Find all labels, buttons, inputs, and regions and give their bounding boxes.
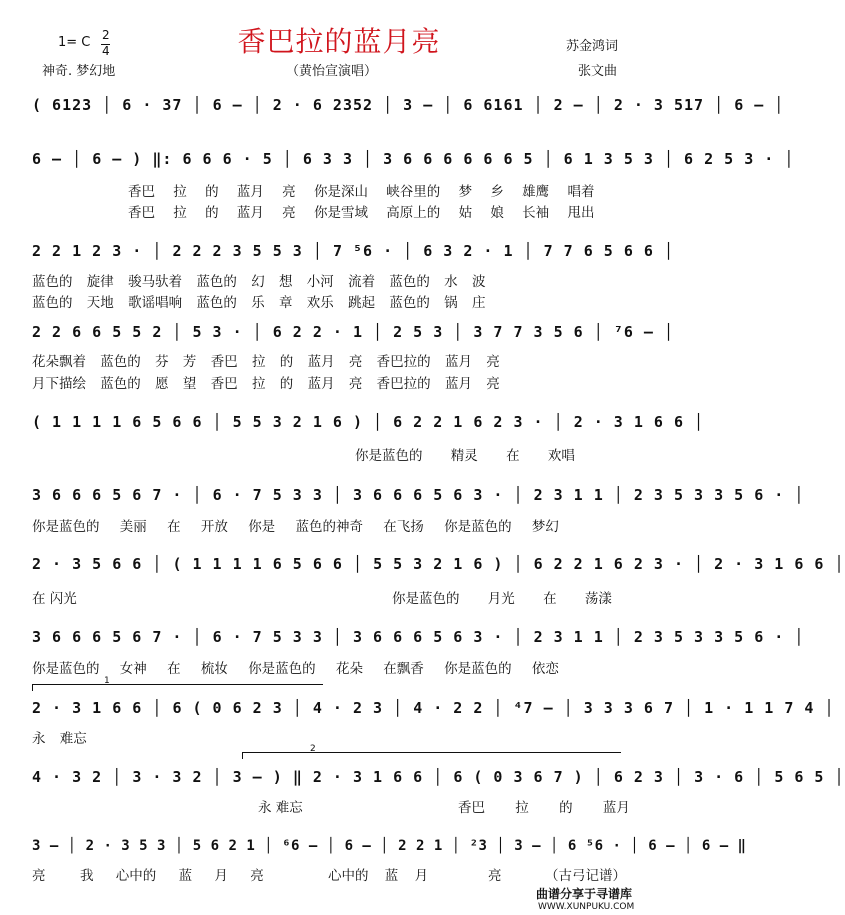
site-name: 曲谱分享于寻谱库 xyxy=(536,887,633,901)
lyric-line: 亮 xyxy=(32,868,46,884)
composer: 张文曲 xyxy=(578,64,618,79)
measure: 2 2 1 xyxy=(398,838,443,854)
measure: 6 6161 xyxy=(463,96,524,114)
measure: 3 7 7 3 5 6 xyxy=(473,323,584,341)
measure: 4 · 3 2 xyxy=(32,768,103,786)
notation-row: 4 · 3 2 │ 3 · 3 2 │ 3 – ) ‖ 2 · 3 1 6 6 │ 6 ( 0 3 6 7 ) │ 6 2 3 │ 3 · 6 │ 5 6 5 │ xyxy=(32,768,845,786)
measure: 3 · 3 2 xyxy=(132,768,203,786)
measure: 6 – xyxy=(734,96,765,114)
volta-bracket xyxy=(242,752,621,759)
lyric-line: 蓝色的 天地 歌谣唱响 蓝色的 乐 章 欢乐 跳起 蓝色的 锅 庄 xyxy=(32,295,486,311)
measure: 2 3 1 1 xyxy=(533,486,604,504)
lyric-line: 花朵飘着 蓝色的 芬 芳 香巴 拉 的 蓝月 亮 香巴拉的 蓝月 亮 xyxy=(32,354,500,370)
notation-row: ( 1 1 1 1 6 5 6 6 │ 5 5 3 2 1 6 ) │ 6 2 2 1 6 2 3 · │ 2 · 3 1 6 6 │ xyxy=(32,413,705,431)
measure: 3 6 6 6 5 6 3 · xyxy=(353,486,504,504)
measure: 6 · 37 xyxy=(122,96,183,114)
measure: 6 – xyxy=(32,150,63,168)
measure: 6 – xyxy=(344,838,372,854)
lyricist: 苏金鸿词 xyxy=(566,39,619,54)
measure: 7 ⁵6 · xyxy=(332,242,394,260)
measure: ⁴7 – xyxy=(513,699,554,717)
measure: 5 3 · xyxy=(192,323,243,341)
measure: 6 2 2 · 1 xyxy=(272,323,364,341)
measure: 6 1 3 5 3 xyxy=(563,150,654,168)
measure: 3 · 6 xyxy=(694,768,745,786)
lyric-line: 你是蓝色的 女神 在 梳妆 你是蓝色的 花朵 在飘香 你是蓝色的 依恋 xyxy=(32,661,559,677)
transcriber-note: （古弓记谱） xyxy=(545,868,626,884)
notation-row: 3 – │ 2 · 3 5 3 │ 5 6 2 1 │ ⁶6 – │ 6 – │ 2 2 1 │ ²3 │ 3 – │ 6 ⁵6 · │ 6 – │ 6 – ‖ xyxy=(32,838,747,854)
tempo-style: 神奇. 梦幻地 xyxy=(42,64,116,79)
measure: 2 3 1 1 xyxy=(533,628,604,646)
notation-row: 3 6 6 6 5 6 7 · │ 6 · 7 5 3 3 │ 3 6 6 6 5 6 3 · │ 2 3 1 1 │ 2 3 5 3 3 5 6 · │ xyxy=(32,628,805,646)
lyric-line: 我 心中的 蓝 月 亮 xyxy=(80,868,264,884)
measure: 2 2 2 3 5 5 3 xyxy=(172,242,303,260)
measure: 6 · 7 5 3 3 xyxy=(212,486,323,504)
notation-row: 3 6 6 6 5 6 7 · │ 6 · 7 5 3 3 │ 3 6 6 6 5 6 3 · │ 2 3 1 1 │ 2 3 5 3 3 5 6 · │ xyxy=(32,486,805,504)
site-url: WWW.XUNPUKU.COM xyxy=(538,902,635,912)
time-signature-top: 2 xyxy=(102,28,110,42)
measure: 3 6 6 6 5 6 7 · xyxy=(32,628,183,646)
measure: 3 – xyxy=(514,838,542,854)
notation-row: 2 2 6 6 5 5 2 │ 5 3 · │ 6 2 2 · 1 │ 2 5 3 │ 3 7 7 3 5 6 │ ⁷6 – │ xyxy=(32,323,674,341)
measure: 2 – xyxy=(553,96,584,114)
measure: ⁷6 – xyxy=(613,323,654,341)
key-signature: 1= C xyxy=(58,35,91,50)
lyric-line: 在 闪光 xyxy=(32,591,77,607)
measure: 6 ( 0 3 6 7 ) xyxy=(453,768,584,786)
measure: ‖: 6 6 6 · 5 xyxy=(152,150,273,168)
measure: 6 2 3 xyxy=(613,768,664,786)
notation-row: 2 2 1 2 3 · │ 2 2 2 3 5 5 3 │ 7 ⁵6 · │ 6 3 2 · 1 │ 7 7 6 5 6 6 │ xyxy=(32,242,674,260)
measure: 2 2 6 6 5 5 2 xyxy=(32,323,163,341)
measure: 5 6 6 xyxy=(603,242,654,260)
performer: （黄怡宣演唱） xyxy=(286,64,378,79)
measure: 2 · 6 2352 xyxy=(272,96,374,114)
measure: ( 6123 xyxy=(32,96,93,114)
measure: 2 · 3 1 6 6 xyxy=(714,555,825,573)
lyric-line: 亮 xyxy=(488,868,502,884)
notation-row: 2 · 3 5 6 6 │ ( 1 1 1 1 6 5 6 6 │ 5 5 3 2 1 6 ) │ 6 2 2 1 6 2 3 · │ 2 · 3 1 6 6 │ xyxy=(32,555,845,573)
measure: 6 · 7 5 3 3 xyxy=(212,628,323,646)
measure: 5 5 3 2 1 6 ) xyxy=(373,555,504,573)
page-title: 香巴拉的蓝月亮 xyxy=(237,25,441,58)
measure: 2 3 5 3 3 5 6 · xyxy=(633,486,785,504)
measure: ‖ 2 · 3 1 6 6 xyxy=(292,768,424,786)
measure: 6 3 3 xyxy=(302,150,353,168)
notation-row: 6 – │ 6 – ) ‖: 6 6 6 · 5 │ 6 3 3 │ 3 6 6 6 6 6 6 5 │ 6 1 3 5 3 │ 6 2 5 3 · │ xyxy=(32,150,795,168)
lyric-line: 你是蓝色的 美丽 在 开放 你是 蓝色的神奇 在飞扬 你是蓝色的 梦幻 xyxy=(32,519,559,535)
measure: 5 6 5 xyxy=(774,768,825,786)
volta-number: 2 xyxy=(310,744,316,754)
measure: 3 – ) xyxy=(232,768,283,786)
measure: 6 – ) xyxy=(92,150,143,168)
volta-number: 1 xyxy=(104,676,110,686)
notation-row: ( 6123 │ 6 · 37 │ 6 – │ 2 · 6 2352 │ 3 – │ 6 6161 │ 2 – │ 2 · 3 517 │ 6 – │ xyxy=(32,96,785,114)
lyric-line: 香巴 拉 的 蓝月 亮 你是雪域 高原上的 姑 娘 长袖 甩出 xyxy=(128,205,595,221)
measure: 2 · 3 1 6 6 xyxy=(32,699,143,717)
lyric-line: 永 难忘 xyxy=(258,800,303,816)
measure: 6 – ‖ xyxy=(701,838,747,854)
measure: 3 3 3 6 7 xyxy=(583,699,674,717)
measure: 4 · 2 3 xyxy=(312,699,384,717)
measure: 3 – xyxy=(403,96,434,114)
measure: 2 · 3 1 6 6 xyxy=(573,413,685,431)
measure: 6 ( 0 6 2 3 xyxy=(172,699,283,717)
notation-row: 2 · 3 1 6 6 │ 6 ( 0 6 2 3 │ 4 · 2 3 │ 4 · 2 2 │ ⁴7 – │ 3 3 3 6 7 │ 1 · 1 1 7 4 │ xyxy=(32,699,835,717)
lyric-line: 永 难忘 xyxy=(32,731,87,747)
measure: 6 3 2 · 1 xyxy=(423,242,514,260)
lyric-line: 你是蓝色的 月光 在 荡漾 xyxy=(392,591,612,607)
measure: 6 – xyxy=(648,838,676,854)
lyric-line: 你是蓝色的 精灵 在 欢唱 xyxy=(355,448,575,464)
measure: ( 1 1 1 1 6 5 6 6 xyxy=(32,413,203,431)
measure: 2 · 3 517 xyxy=(613,96,705,114)
measure: 5 6 2 1 xyxy=(192,838,256,854)
lyric-line: 蓝色的 旋律 骏马驮着 蓝色的 幻 想 小河 流着 蓝色的 水 波 xyxy=(32,274,486,290)
measure: 6 ⁵6 · xyxy=(567,838,622,854)
measure: 2 2 1 2 3 · xyxy=(32,242,143,260)
volta-bracket xyxy=(32,684,323,691)
measure: ²3 xyxy=(469,838,488,854)
measure: 6 2 2 1 6 2 3 · xyxy=(533,555,685,573)
measure: ( 1 1 1 1 6 5 6 6 xyxy=(172,555,343,573)
lyric-line: 心中的 蓝 月 xyxy=(328,868,429,884)
measure: 6 – xyxy=(212,96,243,114)
time-signature-bottom: 4 xyxy=(102,44,110,58)
measure: 6 2 5 3 · xyxy=(684,150,775,168)
measure: 2 · 3 5 6 6 xyxy=(32,555,143,573)
lyric-line: 香巴 拉 的 蓝月 亮 你是深山 峡谷里的 梦 乡 雄鹰 唱着 xyxy=(128,184,595,200)
measure: 3 – xyxy=(32,838,59,854)
measure: 3 6 6 6 5 6 7 · xyxy=(32,486,183,504)
measure: 2 3 5 3 3 5 6 · xyxy=(633,628,785,646)
measure: 3 6 6 6 6 6 6 5 xyxy=(383,150,534,168)
lyric-line: 香巴 拉 的 蓝月 xyxy=(458,800,630,816)
measure: 6 2 2 1 6 2 3 · xyxy=(393,413,544,431)
measure: 3 6 6 6 5 6 3 · xyxy=(353,628,504,646)
measure: 5 5 3 2 1 6 ) xyxy=(232,413,364,431)
measure: ⁶6 – xyxy=(282,838,318,854)
measure: 4 · 2 2 xyxy=(413,699,484,717)
measure: 2 5 3 xyxy=(393,323,444,341)
measure: 7 7 6 xyxy=(543,242,594,260)
measure: 1 · 1 1 7 4 xyxy=(704,699,815,717)
measure: 2 · 3 5 3 xyxy=(85,838,166,854)
lyric-line: 月下描绘 蓝色的 愿 望 香巴 拉 的 蓝月 亮 香巴拉的 蓝月 亮 xyxy=(32,376,500,392)
